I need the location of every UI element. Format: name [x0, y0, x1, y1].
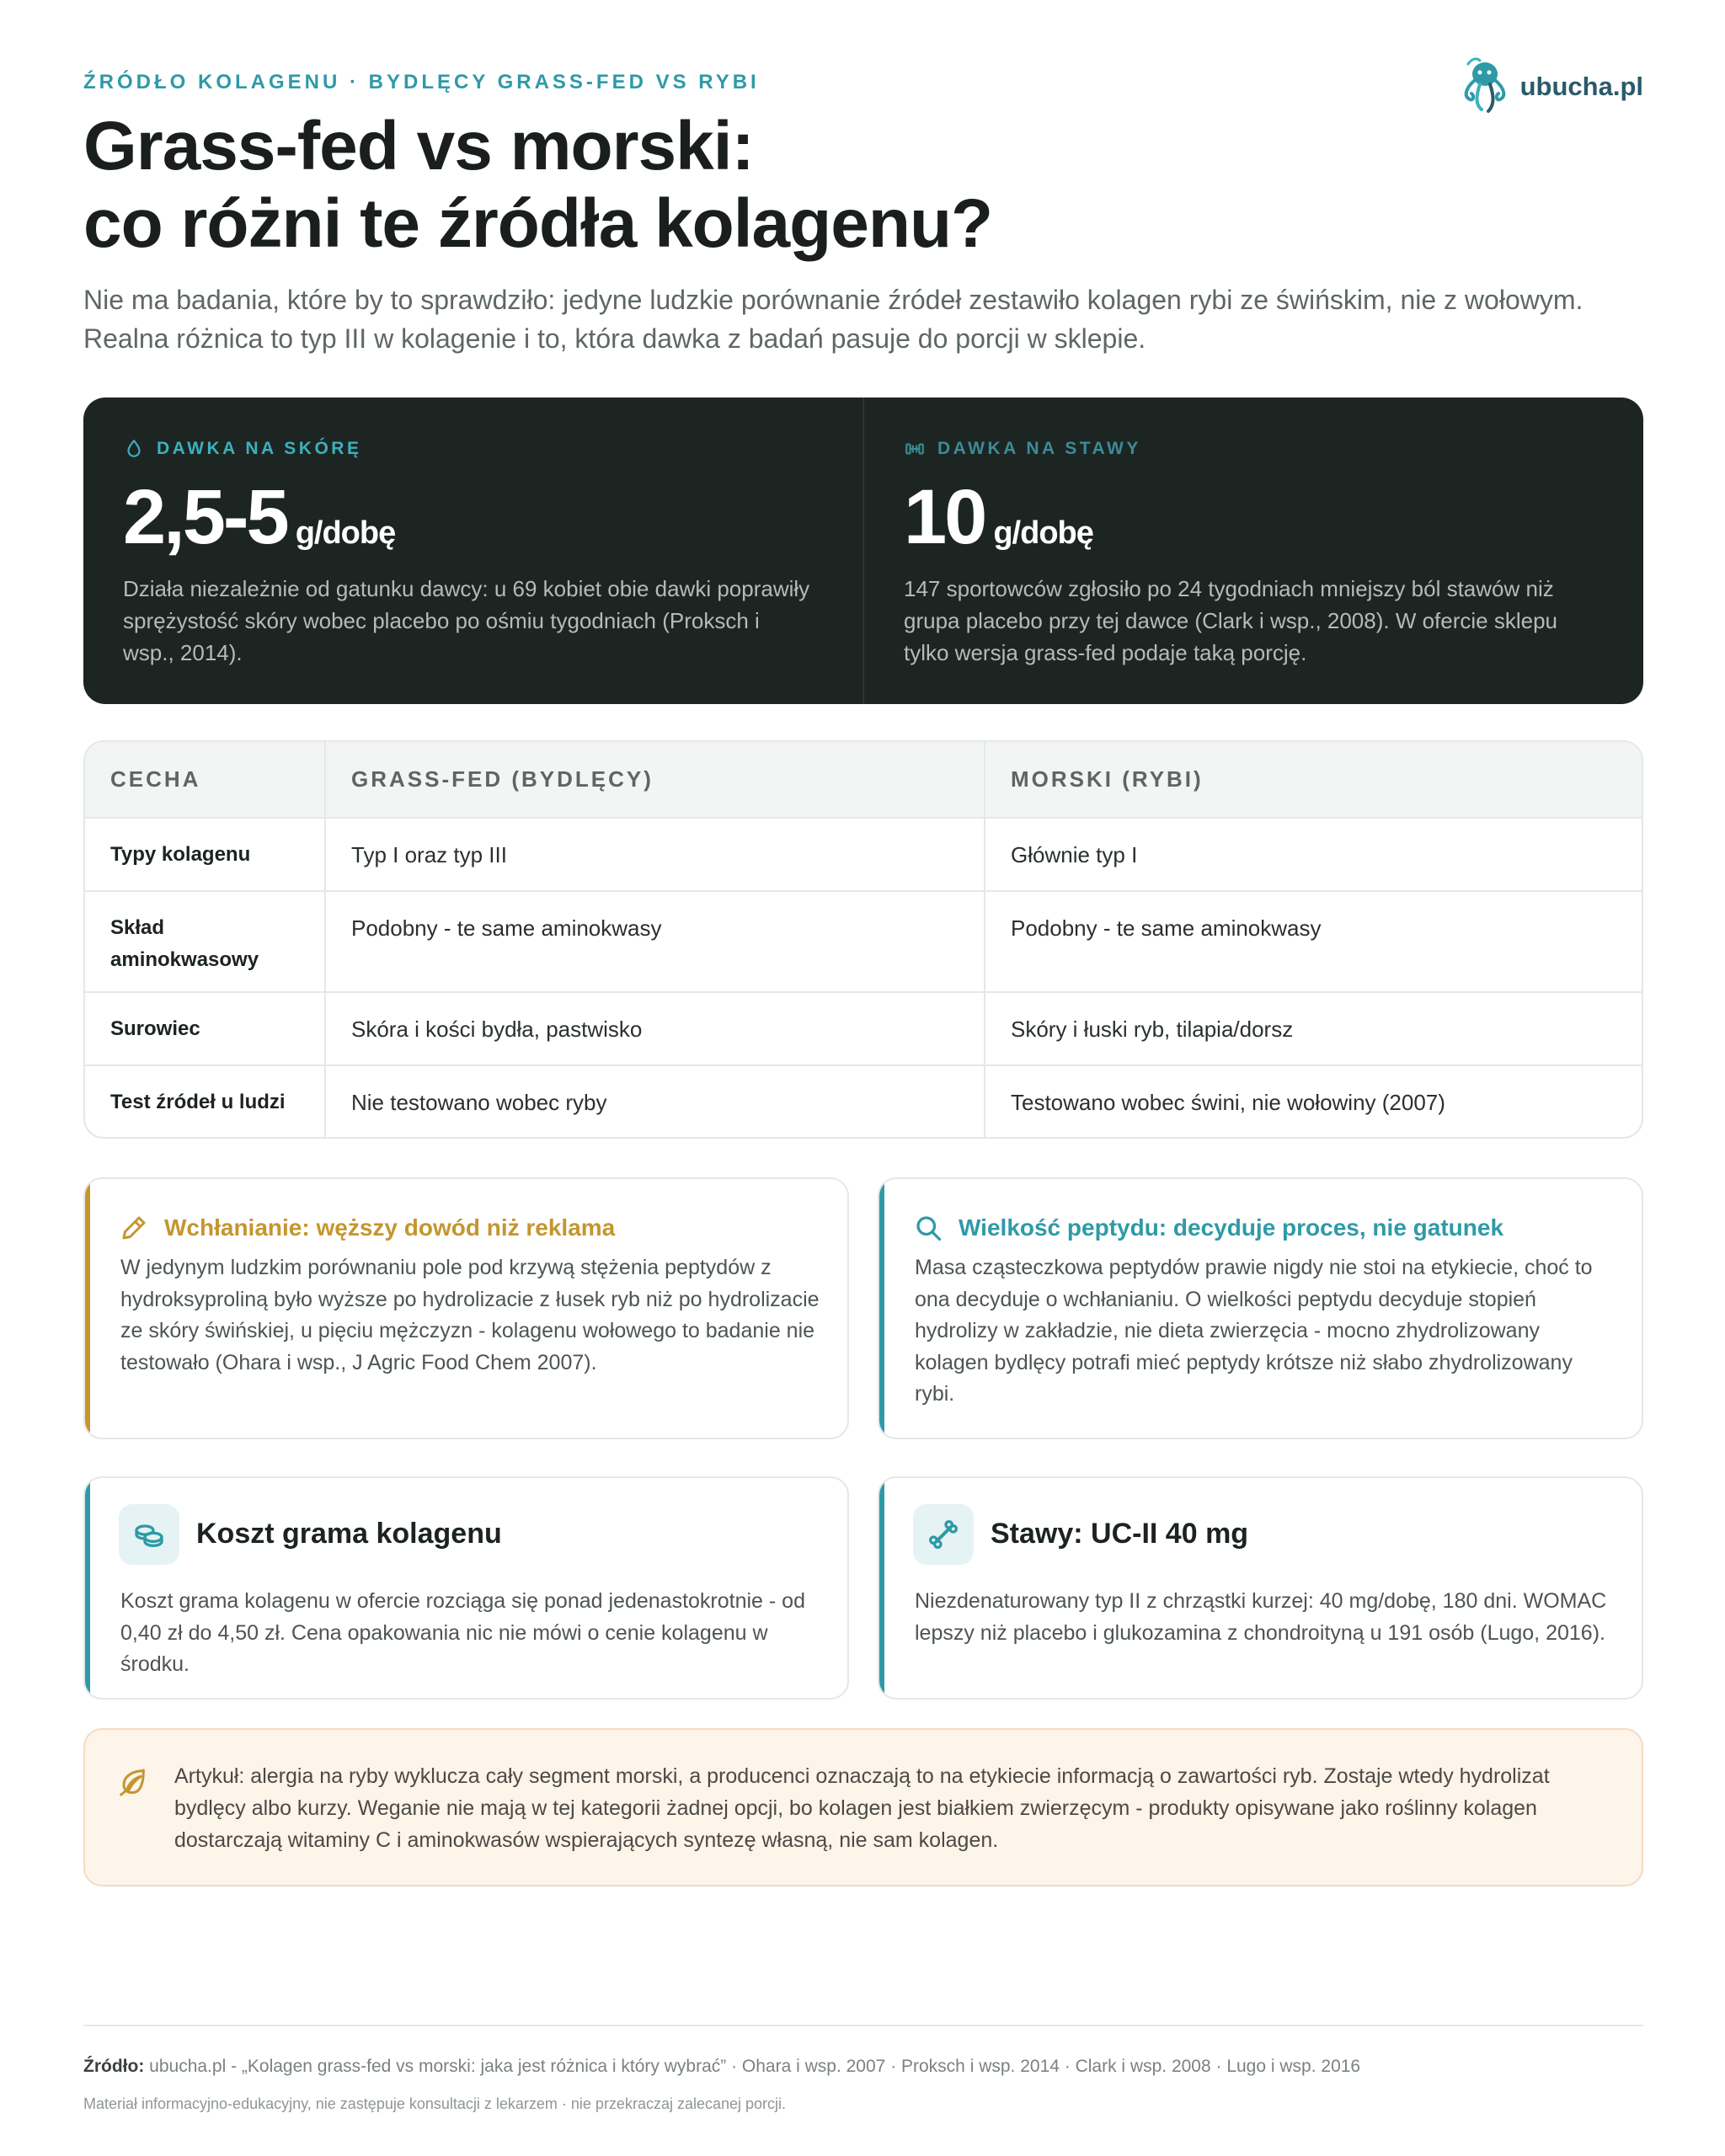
joints-card [878, 1476, 1643, 1700]
peptide-card-title: Wielkość peptydu: decyduje proces, nie gatunek [959, 1214, 1504, 1241]
dumbbell-icon [904, 438, 926, 460]
cost-card-body: Koszt grama kolagenu w ofercie rozciąga się ponad jedenastokrotnie - od 0,40 zł do 4,50 zł. Cena opakowania nic nie mówi o cenie kolagenu w środku. [120, 1589, 805, 1676]
eyebrow-label: ŹRÓDŁO KOLAGENU · BYDLĘCY GRASS-FED VS RYBI [83, 71, 760, 93]
brand-logo[interactable] [1460, 56, 1643, 118]
peptide-card [878, 1177, 1643, 1439]
dose-joints-desc: 147 sportowców zgłosiło po 24 tygodniach mniejszy ból stawów niż grupa placebo przy tej dawce (Clark i wsp., 2008). W ofercie sklepu tylko wersja grass-fed podaje taką porcję. [904, 576, 1558, 665]
page-title [83, 108, 1347, 263]
search-icon [913, 1213, 943, 1243]
table-header-cell: CECHA [85, 742, 326, 817]
footer-divider [83, 2025, 1643, 2026]
table-cell: Skóry i łuski ryb, tilapia/dorsz [1011, 1017, 1294, 1042]
source-label: Źródło: [83, 2057, 145, 2076]
dose-skin-unit: g/dobę [295, 515, 396, 551]
dose-skin [83, 398, 862, 704]
dose-skin-value [123, 474, 824, 560]
pencil-icon [119, 1213, 149, 1243]
dose-skin-desc: Działa niezależnie od gatunku dawcy: u 69 kobiet obie dawki poprawiły sprężystość skóry wobec placebo po ośmiu tygodniach (Proksch i wsp., 2014). [123, 576, 810, 665]
joints-card-body: Niezdenaturowany typ II z chrząstki kurzej: 40 mg/dobę, 180 dni. WOMAC lepszy niż placebo i glukozamina z chondroityną u 191 osób (Lugo, 2016). [915, 1589, 1607, 1645]
absorption-card-header [119, 1213, 615, 1243]
allergy-note [83, 1728, 1643, 1886]
cost-icon-box [119, 1504, 179, 1565]
drop-icon [123, 438, 145, 460]
logo-text: ubucha.pl [1519, 72, 1643, 101]
source-text: ubucha.pl - „Kolagen grass-fed vs morski: jaka jest różnica i który wybrać” · Ohara i wsp. 2007 · Proksch i wsp. 2014 · Clark i wsp. 2008 · Lugo i wsp. 2016 [149, 2057, 1361, 2076]
dose-joints-value [904, 474, 1605, 560]
dose-joints-number: 10 [904, 474, 985, 560]
bone-icon [927, 1518, 960, 1551]
absorption-card-body: W jedynym ludzkim porównaniu pole pod krzywą stężenia peptydów z hydroksyproliną było wyższe po hydrolizacie z łusek ryb niż po hydrolizacie ze skóry świńskiej, u pięciu mężczyzn - kolagenu wołowego to badanie nie testowało (Ohara i wsp., J Agric Food Chem 2007). [120, 1256, 820, 1374]
infographic-page [83, 0, 1643, 2156]
dose-skin-label [123, 438, 824, 460]
title-line-1: Grass-fed vs morski: [83, 108, 754, 184]
table-cell: Podobny - te same aminokwasy [326, 892, 985, 991]
table-cell: Głównie typ I [1011, 842, 1138, 867]
peptide-card-header [913, 1213, 1503, 1243]
table-row [85, 817, 1642, 890]
table-row-label: Skład aminokwasowy [85, 892, 326, 991]
disclaimer: Materiał informacyjno-edukacyjny, nie zastępuje konsultacji z lekarzem · nie przekraczaj zalecanej porcji. [83, 2095, 787, 2112]
dose-panel [83, 398, 1643, 704]
dose-skin-label-text: DAWKA NA SKÓRĘ [157, 439, 362, 458]
joints-icon-box [913, 1504, 974, 1565]
table-header-row [85, 742, 1642, 817]
allergy-note-text: Artykuł: alergia na ryby wyklucza cały segment morski, a producenci oznaczają to na etykiecie informacją o zawartości ryb. Zostaje wtedy hydrolizat bydlęcy albo kurzy. Weganie nie mają w tej kategorii żadnej opcji, bo kolagen jest białkiem zwierzęcym - produkty opisywane jako roślinny kolagen dostarczają witaminy C i aminokwasów wspierających syntezę własną, nie sam kolagen. [174, 1764, 1550, 1852]
table-cell: Podobny - te same aminokwasy [1011, 915, 1322, 941]
cost-card [83, 1476, 849, 1700]
absorption-card [83, 1177, 849, 1439]
dose-joints [862, 398, 1643, 704]
dose-joints-unit: g/dobę [993, 515, 1093, 551]
coins-icon [132, 1518, 166, 1551]
joints-card-title: Stawy: UC-II 40 mg [991, 1518, 1249, 1550]
lead-paragraph: Nie ma badania, które by to sprawdziło: jedyne ludzkie porównanie źródeł zestawiło kolagen rybi ze świńskim, nie z wołowym. Realna różnica to typ III w kolagenie i to, która dawka z badań pasuje do porcji w sklepie. [83, 285, 1583, 354]
table-cell: Typ I oraz typ III [326, 819, 985, 890]
table-row-label: Surowiec [85, 993, 326, 1065]
comparison-table [83, 740, 1643, 1139]
dose-joints-label [904, 438, 1605, 460]
cost-card-title: Koszt grama kolagenu [196, 1518, 502, 1550]
table-cell: Nie testowano wobec ryby [326, 1066, 985, 1137]
title-line-2: co różni te źródła kolagenu? [83, 185, 993, 262]
table-header-cell: MORSKI (RYBI) [1011, 766, 1204, 792]
table-row [85, 991, 1642, 1065]
absorption-card-title: Wchłanianie: węższy dowód niż reklama [164, 1214, 616, 1241]
table-cell: Testowano wobec świni, nie wołowiny (2007) [1011, 1090, 1445, 1115]
table-row-label: Test źródeł u ludzi [85, 1066, 326, 1137]
table-cell: Skóra i kości bydła, pastwisko [326, 993, 985, 1065]
table-header-cell: GRASS-FED (BYDLĘCY) [326, 742, 985, 817]
dose-joints-label-text: DAWKA NA STAWY [937, 439, 1141, 458]
octopus-icon [1460, 56, 1510, 118]
leaf-icon [115, 1765, 149, 1799]
dose-skin-number: 2,5-5 [123, 474, 287, 560]
peptide-card-body: Masa cząsteczkowa peptydów prawie nigdy nie stoi na etykiecie, choć to ona decyduje o wchłanianiu. O wielkości peptydu decyduje stopień hydrolizy w zakładzie, nie dieta zwierzęcia - mocno zhydrolizowany kolagen bydlęcy potrafi mieć peptydy krótsze niż słabo zhydrolizowany rybi. [915, 1256, 1593, 1406]
table-row [85, 1065, 1642, 1137]
table-row [85, 890, 1642, 991]
source-line [83, 2057, 1360, 2077]
table-row-label: Typy kolagenu [85, 819, 326, 890]
